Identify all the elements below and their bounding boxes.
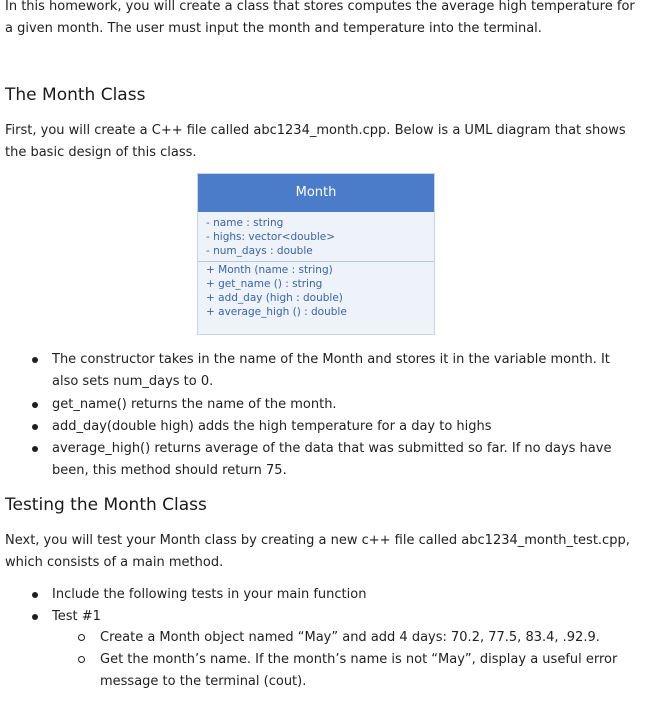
uml-class-name: Month [198, 174, 434, 212]
bullet-test-1: Test #1 [52, 609, 101, 624]
bullet-dot [32, 357, 38, 363]
bullet-constructor: The constructor takes in the name of the Month and stores it in the variable month. It also sets num_days to 0. [52, 352, 610, 389]
heading-month-class: The Month Class [5, 85, 146, 105]
uml-attribute: - highs: vector<double> [206, 231, 336, 243]
bullet-average-high: average_high() returns average of the data that was submitted so far. If no days have been, this method should return 75. [52, 441, 612, 478]
month-class-paragraph: First, you will create a C++ file called abc1234_month.cpp. Below is a UML diagram that shows the basic design of this class. [5, 123, 626, 160]
uml-method: + get_name () : string [206, 278, 323, 290]
bullet-dot [32, 592, 38, 598]
bullet-dot [32, 614, 38, 620]
uml-diagram [197, 173, 435, 335]
bullet-get-name: get_name() returns the name of the month. [52, 397, 337, 412]
bullet-dot [32, 424, 38, 430]
uml-attributes [198, 212, 434, 260]
uml-methods [198, 262, 434, 321]
bullet-include-tests: Include the following tests in your main function [52, 587, 367, 602]
bullet-add-day: add_day(double high) adds the high temperature for a day to highs [52, 419, 492, 434]
heading-testing-month-class: Testing the Month Class [5, 495, 207, 515]
sub-bullet-circle [78, 634, 85, 641]
uml-attribute: - name : string [206, 217, 284, 229]
intro-paragraph: In this homework, you will create a class that stores computes the average high temperature for a given month. The user must input the month and temperature into the terminal. [5, 0, 635, 36]
sub-bullet-get-name: Get the month’s name. If the month’s name is not “May”, display a useful error message to the terminal (cout). [100, 652, 618, 689]
uml-method: + average_high () : double [206, 306, 347, 318]
uml-method: + Month (name : string) [206, 264, 333, 276]
bullet-dot [32, 446, 38, 452]
uml-method: + add_day (high : double) [206, 292, 343, 304]
bullet-dot [32, 402, 38, 408]
sub-bullet-create-may: Create a Month object named “May” and add 4 days: 70.2, 77.5, 83.4, .92.9. [100, 630, 600, 645]
uml-attribute: - num_days : double [206, 245, 313, 257]
sub-bullet-circle [78, 656, 85, 663]
testing-paragraph: Next, you will test your Month class by creating a new c++ file called abc1234_month_test.cpp, which consists of a main method. [5, 533, 630, 570]
